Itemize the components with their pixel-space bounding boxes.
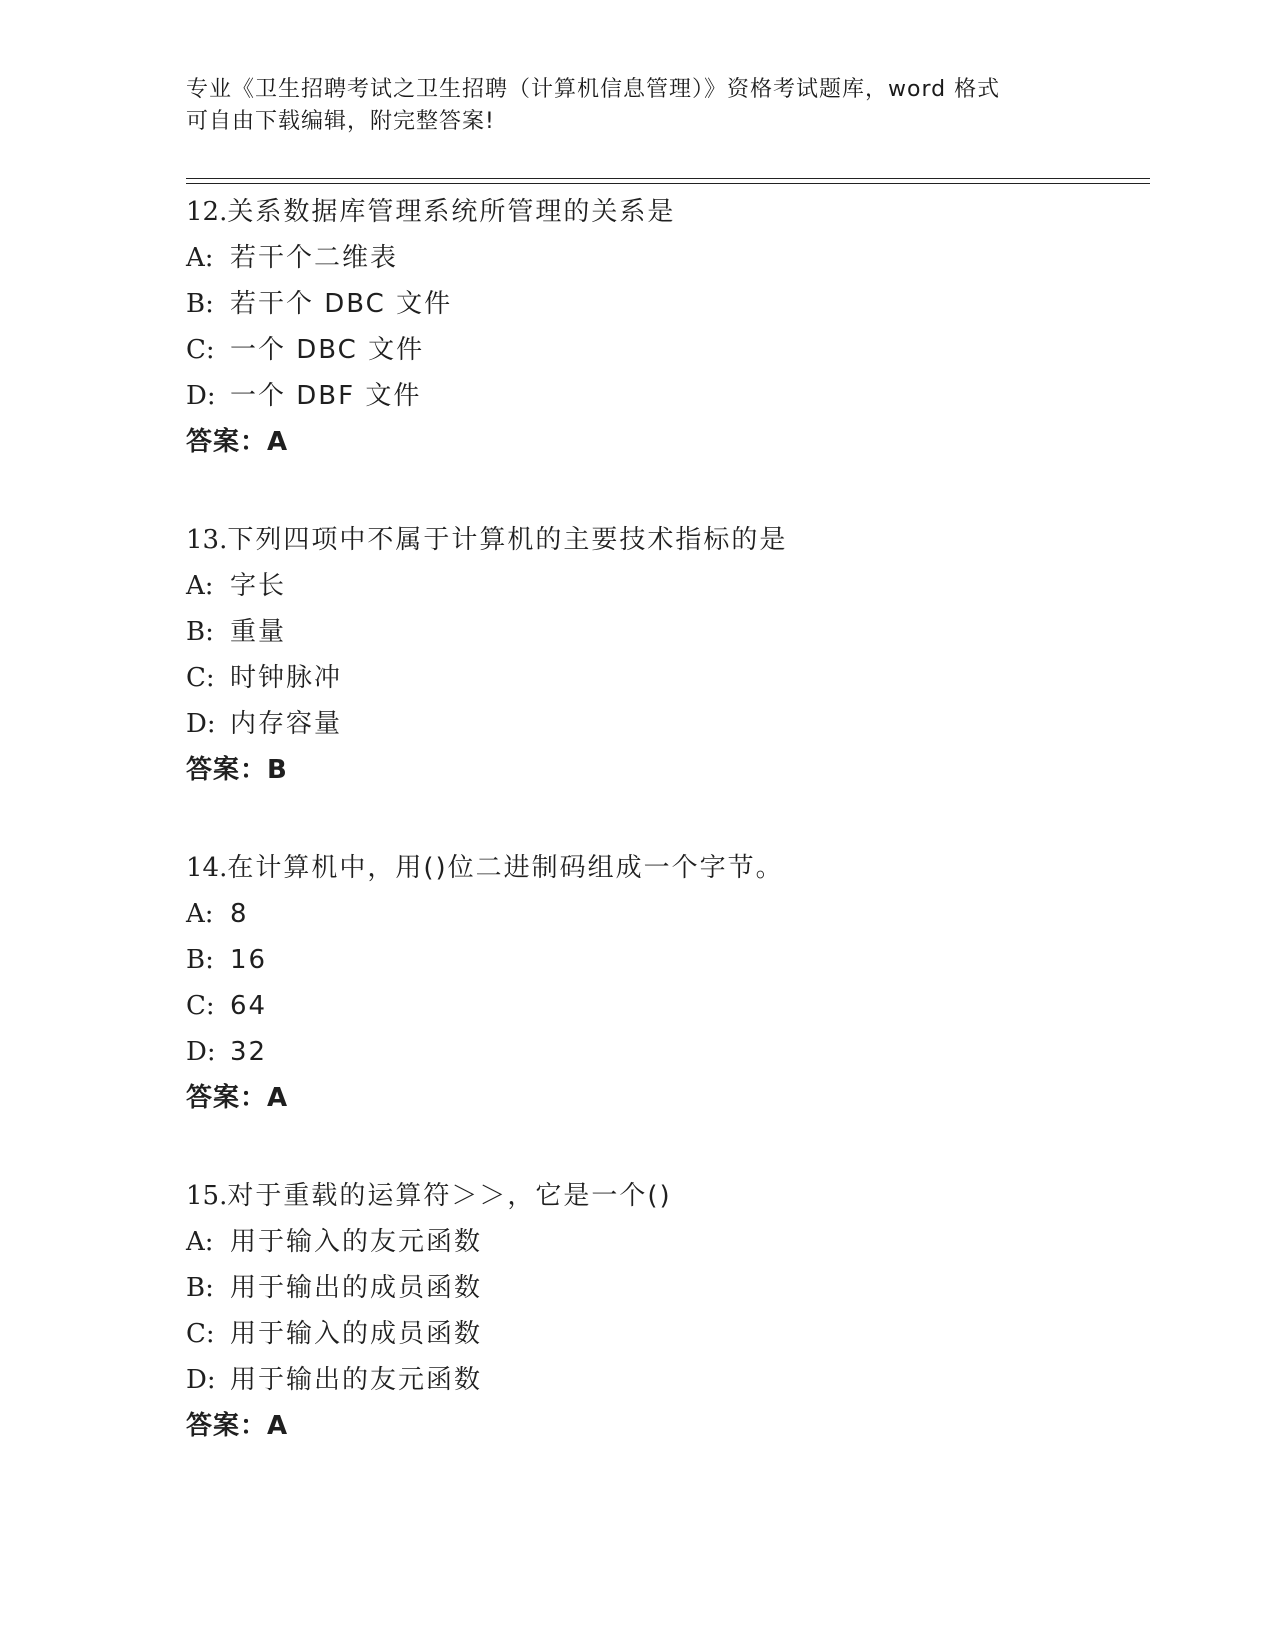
question-stem [186,1173,1146,1219]
question-text: 对于重载的运算符＞＞，它是一个() [227,1181,672,1211]
option-text: 字长 [230,571,287,601]
question-number: 14. [186,853,228,883]
option-text: 32 [230,1037,268,1067]
option-text: 若干个 DBC 文件 [230,289,453,319]
answer-label: 答案： [186,755,268,785]
option-text: 一个 DBF 文件 [230,381,422,411]
option-text: 用于输入的成员函数 [230,1319,483,1349]
answer-line [186,747,1146,793]
question-13 [186,517,1146,793]
option-letter: B: [186,945,214,975]
option-letter: C: [186,335,215,365]
answer-value: A [267,427,289,457]
answer-line [186,419,1146,465]
answer-value: A [267,1411,289,1441]
option-text: 若干个二维表 [230,243,399,273]
option-d [186,373,1146,419]
document-header [186,74,1066,138]
option-c [186,983,1146,1029]
question-15 [186,1173,1146,1449]
option-a [186,563,1146,609]
header-divider-bottom [186,183,1150,184]
question-14 [186,845,1146,1121]
option-text: 用于输入的友元函数 [230,1227,483,1257]
question-stem [186,517,1146,563]
option-text: 64 [230,991,268,1021]
answer-label: 答案： [186,1083,268,1113]
option-d [186,701,1146,747]
question-stem [186,189,1146,235]
question-12 [186,189,1146,465]
option-d [186,1357,1146,1403]
option-b [186,281,1146,327]
answer-label: 答案： [186,427,268,457]
question-text: 在计算机中，用()位二进制码组成一个字节。 [227,853,784,883]
option-text: 重量 [230,617,287,647]
option-letter: B: [186,1273,214,1303]
option-letter: C: [186,663,215,693]
header-line-1: 专业《卫生招聘考试之卫生招聘（计算机信息管理）》资格考试题库，word 格式 [186,77,1001,102]
question-list [186,189,1146,1501]
question-text: 关系数据库管理系统所管理的关系是 [227,197,676,227]
option-a [186,891,1146,937]
option-d [186,1029,1146,1075]
option-letter: D: [186,381,216,411]
answer-label: 答案： [186,1411,268,1441]
option-letter: A: [186,243,214,273]
option-a [186,235,1146,281]
answer-value: B [267,755,288,785]
option-text: 一个 DBC 文件 [230,335,425,365]
option-letter: B: [186,617,214,647]
option-text: 时钟脉冲 [230,663,343,693]
option-letter: A: [186,1227,214,1257]
option-letter: D: [186,1037,216,1067]
question-stem [186,845,1146,891]
option-a [186,1219,1146,1265]
option-b [186,937,1146,983]
answer-value: A [267,1083,289,1113]
option-letter: A: [186,899,214,929]
question-text: 下列四项中不属于计算机的主要技术指标的是 [227,525,788,555]
option-c [186,655,1146,701]
option-c [186,1311,1146,1357]
header-line-2: 可自由下载编辑，附完整答案! [186,109,495,134]
option-text: 用于输出的友元函数 [230,1365,483,1395]
option-text: 用于输出的成员函数 [230,1273,483,1303]
option-text: 16 [230,945,268,975]
option-letter: D: [186,1365,216,1395]
option-text: 内存容量 [230,709,343,739]
answer-line [186,1075,1146,1121]
question-number: 12. [186,197,228,227]
option-letter: C: [186,991,215,1021]
option-letter: B: [186,289,214,319]
option-b [186,1265,1146,1311]
question-number: 13. [186,525,228,555]
answer-line [186,1403,1146,1449]
question-number: 15. [186,1181,228,1211]
option-letter: C: [186,1319,215,1349]
header-divider-top [186,178,1150,179]
option-b [186,609,1146,655]
option-c [186,327,1146,373]
option-letter: D: [186,709,216,739]
option-letter: A: [186,571,214,601]
option-text: 8 [230,899,249,929]
